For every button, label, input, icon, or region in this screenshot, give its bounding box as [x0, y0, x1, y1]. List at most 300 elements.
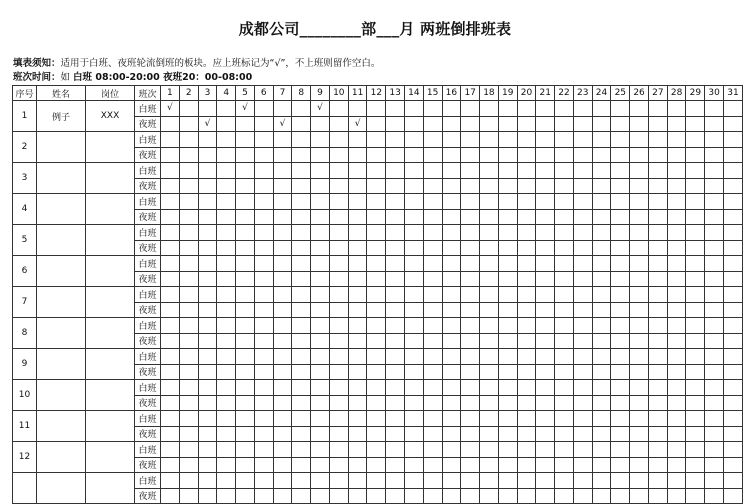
day-cell[interactable]	[386, 442, 405, 458]
day-cell[interactable]	[705, 457, 724, 473]
day-cell[interactable]	[555, 101, 574, 117]
day-cell[interactable]	[236, 318, 255, 334]
day-cell[interactable]	[273, 411, 292, 427]
day-cell[interactable]	[498, 318, 517, 334]
day-cell[interactable]	[461, 178, 480, 194]
day-cell[interactable]	[667, 302, 686, 318]
day-cell[interactable]	[311, 209, 330, 225]
day-cell[interactable]	[592, 163, 611, 179]
day-cell[interactable]	[292, 101, 311, 117]
day-cell[interactable]	[386, 116, 405, 132]
day-cell[interactable]	[667, 426, 686, 442]
day-cell[interactable]	[423, 426, 442, 442]
day-cell[interactable]	[198, 349, 217, 365]
day-cell[interactable]	[311, 287, 330, 303]
day-cell[interactable]	[254, 194, 273, 210]
day-cell[interactable]	[329, 442, 348, 458]
day-cell[interactable]	[555, 395, 574, 411]
day-cell[interactable]	[273, 426, 292, 442]
day-cell[interactable]	[480, 256, 499, 272]
day-cell[interactable]	[461, 395, 480, 411]
day-cell[interactable]	[236, 364, 255, 380]
day-cell[interactable]	[348, 163, 367, 179]
day-cell[interactable]	[254, 411, 273, 427]
day-cell[interactable]	[404, 380, 423, 396]
day-cell[interactable]	[667, 132, 686, 148]
day-cell[interactable]	[236, 457, 255, 473]
day-cell[interactable]	[573, 488, 592, 504]
day-cell[interactable]	[254, 132, 273, 148]
day-cell[interactable]	[198, 194, 217, 210]
day-cell[interactable]	[236, 147, 255, 163]
day-cell[interactable]	[367, 101, 386, 117]
day-cell[interactable]	[329, 287, 348, 303]
day-cell[interactable]	[536, 302, 555, 318]
day-cell[interactable]	[254, 225, 273, 241]
day-cell[interactable]	[329, 225, 348, 241]
day-cell[interactable]	[348, 473, 367, 489]
day-cell[interactable]	[630, 163, 649, 179]
day-cell[interactable]	[367, 271, 386, 287]
day-cell[interactable]	[705, 426, 724, 442]
day-cell[interactable]	[404, 395, 423, 411]
day-cell[interactable]	[198, 395, 217, 411]
day-cell[interactable]	[367, 163, 386, 179]
day-cell[interactable]	[311, 256, 330, 272]
day-cell[interactable]	[217, 132, 236, 148]
day-cell[interactable]	[329, 271, 348, 287]
day-cell[interactable]	[367, 194, 386, 210]
day-cell[interactable]	[480, 287, 499, 303]
day-cell[interactable]	[367, 395, 386, 411]
day-cell[interactable]	[536, 442, 555, 458]
day-cell[interactable]	[667, 333, 686, 349]
day-cell[interactable]	[705, 302, 724, 318]
day-cell[interactable]	[667, 457, 686, 473]
day-cell[interactable]	[705, 147, 724, 163]
day-cell[interactable]	[236, 488, 255, 504]
day-cell[interactable]	[236, 240, 255, 256]
day-cell[interactable]	[724, 116, 743, 132]
day-cell[interactable]	[667, 442, 686, 458]
day-cell[interactable]	[386, 349, 405, 365]
day-cell[interactable]	[273, 364, 292, 380]
day-cell[interactable]	[686, 488, 705, 504]
day-cell[interactable]	[555, 333, 574, 349]
day-cell[interactable]	[705, 395, 724, 411]
day-cell[interactable]	[217, 240, 236, 256]
day-cell[interactable]	[292, 132, 311, 148]
day-cell[interactable]	[329, 411, 348, 427]
day-cell[interactable]	[648, 426, 667, 442]
day-cell[interactable]	[611, 116, 630, 132]
day-cell[interactable]	[236, 333, 255, 349]
day-cell[interactable]	[311, 178, 330, 194]
row-number[interactable]: 11	[13, 411, 37, 442]
day-cell[interactable]	[442, 349, 461, 365]
day-cell[interactable]	[517, 380, 536, 396]
day-cell[interactable]	[592, 364, 611, 380]
day-cell[interactable]	[480, 426, 499, 442]
day-cell[interactable]	[442, 178, 461, 194]
day-cell[interactable]	[611, 473, 630, 489]
day-cell[interactable]	[348, 411, 367, 427]
day-cell[interactable]	[329, 364, 348, 380]
day-cell[interactable]	[179, 488, 198, 504]
day-cell[interactable]	[292, 240, 311, 256]
day-cell[interactable]	[404, 411, 423, 427]
day-cell[interactable]	[517, 426, 536, 442]
day-cell[interactable]	[517, 132, 536, 148]
day-cell[interactable]	[536, 256, 555, 272]
day-cell[interactable]	[611, 364, 630, 380]
day-cell[interactable]	[611, 442, 630, 458]
day-cell[interactable]	[386, 395, 405, 411]
day-cell[interactable]	[630, 132, 649, 148]
day-cell[interactable]	[517, 488, 536, 504]
day-cell[interactable]	[367, 442, 386, 458]
day-cell[interactable]	[198, 457, 217, 473]
day-cell[interactable]	[254, 364, 273, 380]
day-cell[interactable]	[573, 178, 592, 194]
day-cell[interactable]	[179, 287, 198, 303]
day-cell[interactable]	[517, 225, 536, 241]
day-cell[interactable]	[161, 488, 180, 504]
day-cell[interactable]	[254, 349, 273, 365]
day-cell[interactable]	[386, 302, 405, 318]
day-cell[interactable]	[611, 256, 630, 272]
day-cell[interactable]	[536, 101, 555, 117]
day-cell[interactable]	[536, 380, 555, 396]
day-cell[interactable]	[536, 163, 555, 179]
day-cell[interactable]	[236, 287, 255, 303]
day-cell[interactable]	[198, 488, 217, 504]
day-cell[interactable]	[573, 101, 592, 117]
day-cell[interactable]	[573, 163, 592, 179]
day-cell[interactable]	[404, 426, 423, 442]
day-cell[interactable]	[667, 271, 686, 287]
position-cell[interactable]	[86, 411, 135, 442]
day-cell[interactable]	[648, 240, 667, 256]
day-cell[interactable]	[329, 116, 348, 132]
day-cell[interactable]	[630, 426, 649, 442]
day-cell[interactable]	[442, 395, 461, 411]
day-cell[interactable]	[348, 364, 367, 380]
day-cell[interactable]	[273, 302, 292, 318]
day-cell[interactable]	[592, 380, 611, 396]
day-cell[interactable]	[517, 333, 536, 349]
day-cell[interactable]	[423, 364, 442, 380]
day-cell[interactable]: √	[348, 116, 367, 132]
day-cell[interactable]	[555, 473, 574, 489]
day-cell[interactable]	[724, 163, 743, 179]
day-cell[interactable]	[161, 209, 180, 225]
day-cell[interactable]	[311, 302, 330, 318]
day-cell[interactable]	[611, 101, 630, 117]
day-cell[interactable]	[461, 488, 480, 504]
name-cell[interactable]	[37, 473, 86, 504]
day-cell[interactable]	[254, 271, 273, 287]
day-cell[interactable]	[329, 473, 348, 489]
day-cell[interactable]	[386, 256, 405, 272]
day-cell[interactable]	[198, 271, 217, 287]
day-cell[interactable]	[329, 101, 348, 117]
day-cell[interactable]	[536, 333, 555, 349]
day-cell[interactable]	[480, 349, 499, 365]
day-cell[interactable]	[480, 116, 499, 132]
day-cell[interactable]	[423, 442, 442, 458]
day-cell[interactable]	[724, 457, 743, 473]
day-cell[interactable]	[217, 318, 236, 334]
day-cell[interactable]	[161, 395, 180, 411]
day-cell[interactable]	[254, 147, 273, 163]
day-cell[interactable]	[292, 194, 311, 210]
day-cell[interactable]	[236, 349, 255, 365]
day-cell[interactable]	[498, 240, 517, 256]
day-cell[interactable]	[686, 442, 705, 458]
day-cell[interactable]	[442, 411, 461, 427]
day-cell[interactable]	[386, 411, 405, 427]
day-cell[interactable]	[348, 442, 367, 458]
day-cell[interactable]: √	[273, 116, 292, 132]
day-cell[interactable]	[573, 271, 592, 287]
day-cell[interactable]	[329, 333, 348, 349]
day-cell[interactable]	[592, 318, 611, 334]
day-cell[interactable]	[536, 364, 555, 380]
day-cell[interactable]	[386, 101, 405, 117]
day-cell[interactable]	[161, 411, 180, 427]
day-cell[interactable]: √	[161, 101, 180, 117]
day-cell[interactable]	[179, 163, 198, 179]
day-cell[interactable]	[724, 364, 743, 380]
day-cell[interactable]	[724, 411, 743, 427]
day-cell[interactable]	[442, 209, 461, 225]
day-cell[interactable]	[329, 457, 348, 473]
day-cell[interactable]	[367, 318, 386, 334]
day-cell[interactable]	[273, 349, 292, 365]
day-cell[interactable]	[667, 116, 686, 132]
day-cell[interactable]	[236, 426, 255, 442]
day-cell[interactable]	[311, 395, 330, 411]
day-cell[interactable]	[198, 380, 217, 396]
day-cell[interactable]	[611, 178, 630, 194]
day-cell[interactable]	[311, 163, 330, 179]
day-cell[interactable]	[386, 271, 405, 287]
row-number[interactable]: 10	[13, 380, 37, 411]
day-cell[interactable]	[573, 457, 592, 473]
day-cell[interactable]	[630, 395, 649, 411]
day-cell[interactable]	[198, 333, 217, 349]
day-cell[interactable]	[179, 178, 198, 194]
day-cell[interactable]	[423, 209, 442, 225]
day-cell[interactable]	[217, 442, 236, 458]
position-cell[interactable]	[86, 380, 135, 411]
day-cell[interactable]	[648, 147, 667, 163]
day-cell[interactable]	[498, 380, 517, 396]
day-cell[interactable]	[254, 209, 273, 225]
day-cell[interactable]	[630, 271, 649, 287]
day-cell[interactable]	[273, 225, 292, 241]
day-cell[interactable]	[705, 163, 724, 179]
day-cell[interactable]	[724, 302, 743, 318]
day-cell[interactable]	[667, 349, 686, 365]
day-cell[interactable]	[273, 178, 292, 194]
day-cell[interactable]	[348, 101, 367, 117]
day-cell[interactable]	[648, 333, 667, 349]
day-cell[interactable]	[273, 333, 292, 349]
day-cell[interactable]	[724, 240, 743, 256]
day-cell[interactable]	[630, 209, 649, 225]
day-cell[interactable]	[573, 442, 592, 458]
day-cell[interactable]	[161, 380, 180, 396]
name-cell[interactable]	[37, 225, 86, 256]
day-cell[interactable]	[630, 256, 649, 272]
day-cell[interactable]	[592, 271, 611, 287]
day-cell[interactable]	[667, 488, 686, 504]
day-cell[interactable]	[161, 256, 180, 272]
day-cell[interactable]	[348, 349, 367, 365]
day-cell[interactable]	[423, 457, 442, 473]
day-cell[interactable]	[367, 333, 386, 349]
day-cell[interactable]	[217, 101, 236, 117]
day-cell[interactable]	[724, 147, 743, 163]
day-cell[interactable]	[630, 302, 649, 318]
position-cell[interactable]	[86, 473, 135, 504]
day-cell[interactable]	[348, 271, 367, 287]
day-cell[interactable]	[292, 271, 311, 287]
day-cell[interactable]	[348, 488, 367, 504]
day-cell[interactable]	[273, 395, 292, 411]
day-cell[interactable]	[555, 302, 574, 318]
day-cell[interactable]	[461, 380, 480, 396]
day-cell[interactable]	[480, 395, 499, 411]
day-cell[interactable]	[648, 411, 667, 427]
day-cell[interactable]	[648, 287, 667, 303]
day-cell[interactable]	[592, 302, 611, 318]
day-cell[interactable]	[254, 163, 273, 179]
day-cell[interactable]	[442, 457, 461, 473]
day-cell[interactable]	[404, 209, 423, 225]
row-number[interactable]: 2	[13, 132, 37, 163]
day-cell[interactable]	[292, 116, 311, 132]
day-cell[interactable]	[386, 333, 405, 349]
day-cell[interactable]	[198, 318, 217, 334]
day-cell[interactable]	[386, 163, 405, 179]
name-cell[interactable]	[37, 287, 86, 318]
day-cell[interactable]	[611, 132, 630, 148]
day-cell[interactable]	[292, 147, 311, 163]
day-cell[interactable]	[724, 256, 743, 272]
day-cell[interactable]	[686, 132, 705, 148]
day-cell[interactable]	[329, 426, 348, 442]
day-cell[interactable]	[273, 442, 292, 458]
day-cell[interactable]	[498, 302, 517, 318]
day-cell[interactable]	[498, 132, 517, 148]
day-cell[interactable]	[311, 194, 330, 210]
day-cell[interactable]	[404, 163, 423, 179]
day-cell[interactable]	[292, 256, 311, 272]
day-cell[interactable]	[273, 194, 292, 210]
day-cell[interactable]	[423, 101, 442, 117]
day-cell[interactable]	[273, 457, 292, 473]
day-cell[interactable]	[404, 287, 423, 303]
name-cell[interactable]	[37, 411, 86, 442]
day-cell[interactable]	[367, 116, 386, 132]
day-cell[interactable]	[386, 178, 405, 194]
day-cell[interactable]	[686, 426, 705, 442]
day-cell[interactable]	[161, 194, 180, 210]
day-cell[interactable]	[367, 209, 386, 225]
day-cell[interactable]: √	[236, 101, 255, 117]
day-cell[interactable]	[480, 457, 499, 473]
day-cell[interactable]	[161, 225, 180, 241]
day-cell[interactable]	[592, 194, 611, 210]
day-cell[interactable]	[461, 116, 480, 132]
day-cell[interactable]	[161, 240, 180, 256]
day-cell[interactable]	[611, 163, 630, 179]
day-cell[interactable]	[179, 364, 198, 380]
day-cell[interactable]	[217, 426, 236, 442]
day-cell[interactable]	[592, 333, 611, 349]
row-number[interactable]	[13, 473, 37, 504]
day-cell[interactable]	[423, 256, 442, 272]
day-cell[interactable]	[423, 473, 442, 489]
day-cell[interactable]	[536, 271, 555, 287]
day-cell[interactable]	[705, 380, 724, 396]
day-cell[interactable]	[573, 147, 592, 163]
day-cell[interactable]	[480, 194, 499, 210]
day-cell[interactable]	[705, 178, 724, 194]
day-cell[interactable]	[498, 256, 517, 272]
day-cell[interactable]	[517, 364, 536, 380]
day-cell[interactable]	[311, 364, 330, 380]
day-cell[interactable]	[461, 333, 480, 349]
day-cell[interactable]	[217, 473, 236, 489]
day-cell[interactable]	[442, 380, 461, 396]
row-number[interactable]: 9	[13, 349, 37, 380]
day-cell[interactable]	[611, 380, 630, 396]
day-cell[interactable]	[480, 225, 499, 241]
day-cell[interactable]	[536, 395, 555, 411]
day-cell[interactable]	[705, 318, 724, 334]
day-cell[interactable]	[592, 256, 611, 272]
day-cell[interactable]	[179, 271, 198, 287]
day-cell[interactable]	[498, 271, 517, 287]
day-cell[interactable]	[461, 225, 480, 241]
day-cell[interactable]	[367, 426, 386, 442]
day-cell[interactable]	[648, 364, 667, 380]
day-cell[interactable]	[498, 178, 517, 194]
day-cell[interactable]	[724, 287, 743, 303]
day-cell[interactable]	[573, 302, 592, 318]
day-cell[interactable]	[292, 380, 311, 396]
day-cell[interactable]	[311, 380, 330, 396]
day-cell[interactable]	[648, 101, 667, 117]
day-cell[interactable]	[480, 473, 499, 489]
day-cell[interactable]	[686, 256, 705, 272]
day-cell[interactable]	[236, 473, 255, 489]
day-cell[interactable]	[498, 411, 517, 427]
day-cell[interactable]	[461, 101, 480, 117]
day-cell[interactable]	[611, 209, 630, 225]
day-cell[interactable]	[442, 473, 461, 489]
day-cell[interactable]	[404, 147, 423, 163]
day-cell[interactable]	[498, 395, 517, 411]
day-cell[interactable]	[329, 240, 348, 256]
day-cell[interactable]	[311, 240, 330, 256]
day-cell[interactable]	[592, 240, 611, 256]
day-cell[interactable]	[161, 271, 180, 287]
